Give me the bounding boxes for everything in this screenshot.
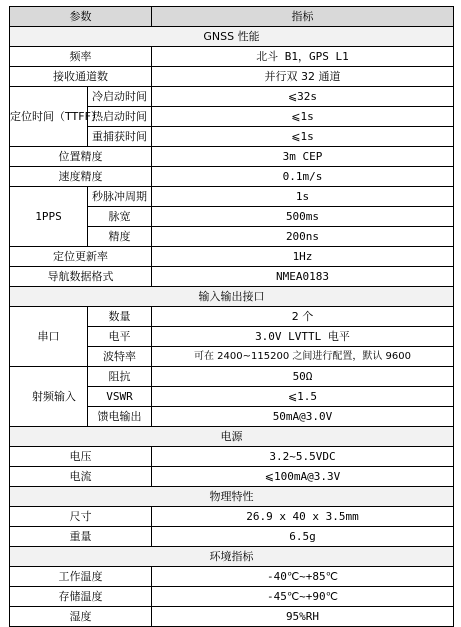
row-label: 电流 bbox=[10, 467, 152, 487]
row-label: 秒脉冲周期 bbox=[88, 187, 152, 207]
table-row bbox=[10, 607, 454, 627]
spec-table bbox=[9, 6, 454, 627]
row-label: 工作温度 bbox=[10, 567, 152, 587]
table-row bbox=[10, 507, 454, 527]
row-value: 95%RH bbox=[152, 607, 454, 627]
table-row bbox=[10, 47, 454, 67]
row-value: ⩽32s bbox=[152, 87, 454, 107]
row-value: 50Ω bbox=[152, 367, 454, 387]
table-row bbox=[10, 587, 454, 607]
section-env: 环境指标 bbox=[10, 547, 454, 567]
header-spec: 指标 bbox=[152, 7, 454, 27]
row-label: 重捕获时间 bbox=[88, 127, 152, 147]
row-label: 电平 bbox=[88, 327, 152, 347]
table-row bbox=[10, 367, 454, 387]
section-row bbox=[10, 547, 454, 567]
section-gnss: GNSS 性能 bbox=[10, 27, 454, 47]
row-label: 频率 bbox=[10, 47, 152, 67]
row-label: 脉宽 bbox=[88, 207, 152, 227]
row-value: 200ns bbox=[152, 227, 454, 247]
row-value: 北斗 B1，GPS L1 bbox=[152, 47, 454, 67]
header-param: 参数 bbox=[10, 7, 152, 27]
row-label: 导航数据格式 bbox=[10, 267, 152, 287]
row-label: 阻抗 bbox=[88, 367, 152, 387]
row-label: 热启动时间 bbox=[88, 107, 152, 127]
row-label: 湿度 bbox=[10, 607, 152, 627]
row-label: 电压 bbox=[10, 447, 152, 467]
row-value: 3.0V LVTTL 电平 bbox=[152, 327, 454, 347]
section-physical: 物理特性 bbox=[10, 487, 454, 507]
row-value: NMEA0183 bbox=[152, 267, 454, 287]
row-value: ⩽1.5 bbox=[152, 387, 454, 407]
row-label: 波特率 bbox=[88, 347, 152, 367]
table-row bbox=[10, 147, 454, 167]
section-power: 电源 bbox=[10, 427, 454, 447]
group-label-1pps: 1PPS bbox=[10, 187, 88, 247]
row-label: 数量 bbox=[88, 307, 152, 327]
section-row bbox=[10, 287, 454, 307]
table-row bbox=[10, 447, 454, 467]
row-label: 冷启动时间 bbox=[88, 87, 152, 107]
table-header-row bbox=[10, 7, 454, 27]
row-value: 1Hz bbox=[152, 247, 454, 267]
section-io: 输入输出接口 bbox=[10, 287, 454, 307]
row-label: 定位更新率 bbox=[10, 247, 152, 267]
table-row bbox=[10, 187, 454, 207]
row-value: 500ms bbox=[152, 207, 454, 227]
row-value: -40℃~+85℃ bbox=[152, 567, 454, 587]
section-row bbox=[10, 487, 454, 507]
table-row bbox=[10, 167, 454, 187]
row-value: ⩽100mA@3.3V bbox=[152, 467, 454, 487]
group-label-rf: 射频输入 bbox=[10, 367, 88, 427]
row-value: 6.5g bbox=[152, 527, 454, 547]
row-label: 馈电输出 bbox=[88, 407, 152, 427]
row-value: 并行双 32 通道 bbox=[152, 67, 454, 87]
row-value: 可在 2400~115200 之间进行配置，默认 9600 bbox=[152, 347, 454, 367]
row-label: 尺寸 bbox=[10, 507, 152, 527]
table-row bbox=[10, 267, 454, 287]
table-row bbox=[10, 527, 454, 547]
group-label-ttff: 定位时间（TTFF） bbox=[10, 87, 88, 147]
row-label: 重量 bbox=[10, 527, 152, 547]
table-row bbox=[10, 307, 454, 327]
table-row bbox=[10, 247, 454, 267]
row-value: 50mA@3.0V bbox=[152, 407, 454, 427]
section-row bbox=[10, 27, 454, 47]
row-value: 0.1m/s bbox=[152, 167, 454, 187]
row-value: 26.9 x 40 x 3.5mm bbox=[152, 507, 454, 527]
group-label-serial: 串口 bbox=[10, 307, 88, 367]
row-label: 精度 bbox=[88, 227, 152, 247]
table-row bbox=[10, 567, 454, 587]
row-value: 3m CEP bbox=[152, 147, 454, 167]
row-label: 速度精度 bbox=[10, 167, 152, 187]
table-row bbox=[10, 67, 454, 87]
row-value: 3.2~5.5VDC bbox=[152, 447, 454, 467]
row-label: 接收通道数 bbox=[10, 67, 152, 87]
row-label: 存储温度 bbox=[10, 587, 152, 607]
row-label: 位置精度 bbox=[10, 147, 152, 167]
row-label: VSWR bbox=[88, 387, 152, 407]
row-value: ⩽1s bbox=[152, 107, 454, 127]
row-value: 2 个 bbox=[152, 307, 454, 327]
table-row bbox=[10, 87, 454, 107]
row-value: -45℃~+90℃ bbox=[152, 587, 454, 607]
row-value: ⩽1s bbox=[152, 127, 454, 147]
section-row bbox=[10, 427, 454, 447]
table-row bbox=[10, 467, 454, 487]
row-value: 1s bbox=[152, 187, 454, 207]
